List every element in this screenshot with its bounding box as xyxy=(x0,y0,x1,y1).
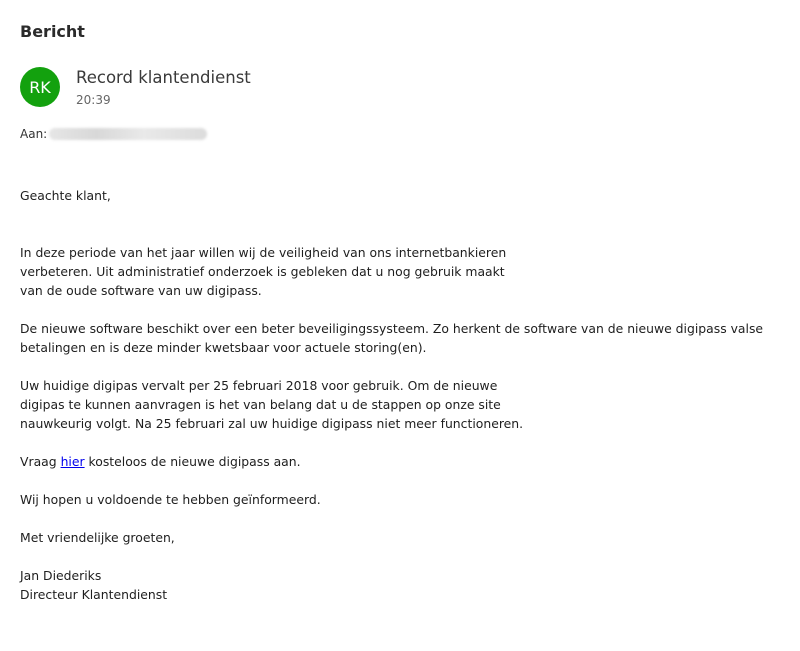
signature-name: Jan Diederiks xyxy=(20,568,102,583)
greeting: Geachte klant, xyxy=(20,188,111,203)
signature xyxy=(20,566,780,604)
paragraph-5: Wij hopen u voldoende te hebben geïnformeerd. xyxy=(20,492,321,507)
paragraph-3 xyxy=(20,376,780,433)
sender-avatar[interactable] xyxy=(20,67,60,107)
text-after-link: kosteloos de nieuwe digipass aan. xyxy=(84,454,301,469)
paragraph-1 xyxy=(20,243,780,300)
sender-name[interactable]: Record klantendienst xyxy=(76,68,251,87)
paragraph-line: In deze periode van het jaar willen wij de veiligheid van ons internetbankieren xyxy=(20,245,507,260)
signature-title: Directeur Klantendienst xyxy=(20,587,168,602)
paragraph-line: betalingen en is deze minder kwetsbaar voor actuele storing(en). xyxy=(20,340,427,355)
pane-title: Bericht xyxy=(20,22,85,41)
paragraph-line: Uw huidige digipas vervalt per 25 februari 2018 voor gebruik. Om de nieuwe xyxy=(20,378,498,393)
paragraph-line: digipas te kunnen aanvragen is het van belang dat u de stappen op onze site xyxy=(20,397,501,412)
paragraph-4 xyxy=(20,452,780,471)
message-body xyxy=(20,186,780,604)
sent-time: 20:39 xyxy=(76,93,111,107)
paragraph-2 xyxy=(20,319,780,357)
recipient-label: Aan: xyxy=(20,127,48,141)
hier-link[interactable]: hier xyxy=(60,454,85,469)
closing: Met vriendelijke groeten, xyxy=(20,530,175,545)
recipient-row xyxy=(20,127,207,141)
avatar-initials: RK xyxy=(29,77,51,97)
paragraph-line: De nieuwe software beschikt over een beter beveiligingssysteem. Zo herkent de software van de nieuwe digipass valse xyxy=(20,321,764,336)
recipient-address-redacted xyxy=(49,128,207,140)
paragraph-line: verbeteren. Uit administratief onderzoek is gebleken dat u nog gebruik maakt xyxy=(20,264,505,279)
paragraph-line: nauwkeurig volgt. Na 25 februari zal uw huidige digipass niet meer functioneren. xyxy=(20,416,524,431)
text-before-link: Vraag xyxy=(20,454,61,469)
paragraph-line: van de oude software van uw digipass. xyxy=(20,283,262,298)
